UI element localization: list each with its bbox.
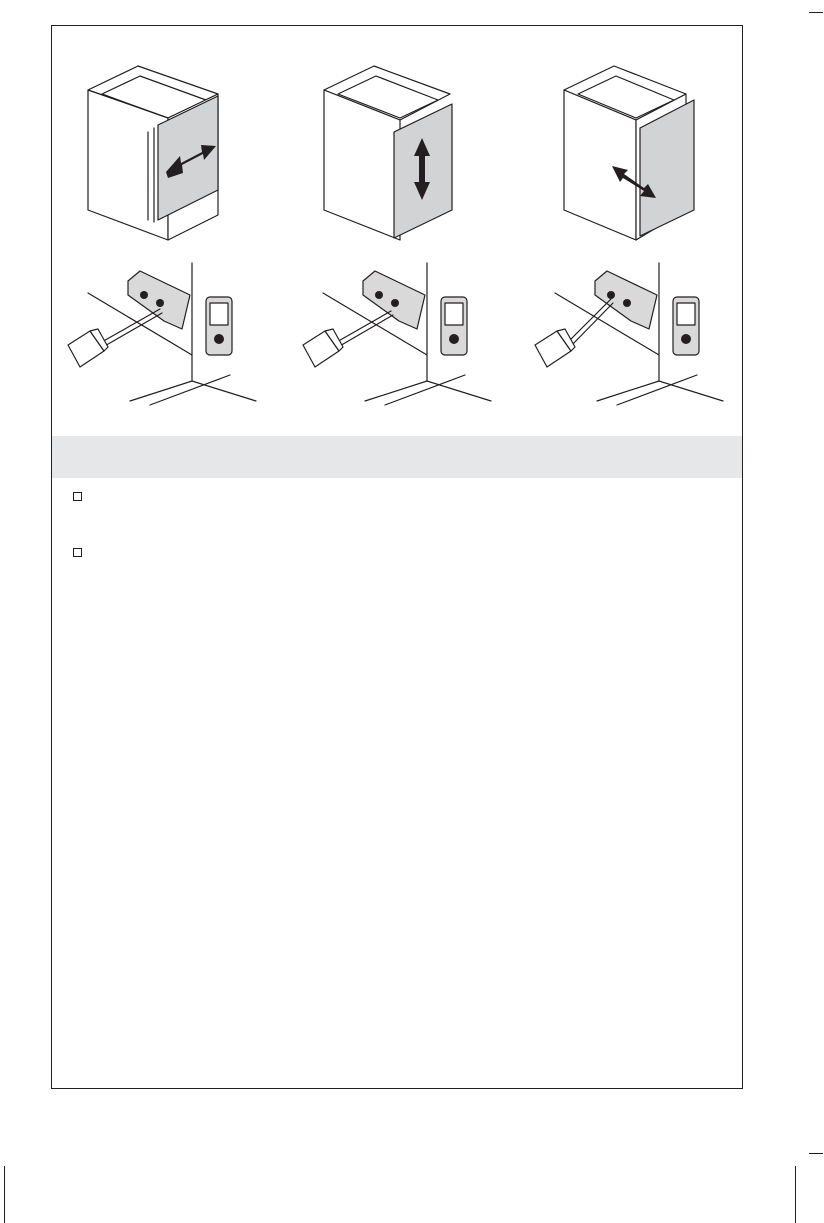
checkbox[interactable] <box>73 548 82 557</box>
crop-mark-bottom-left-vertical <box>4 1166 5 1223</box>
checklist <box>73 490 92 602</box>
cabinet-illustration-left-right-adjustment <box>80 60 230 250</box>
hinge-screwdriver-illustration-2 <box>295 255 505 415</box>
crop-mark-bottom-right-vertical <box>795 1166 796 1223</box>
hinge-screwdriver-illustration-1 <box>60 255 270 415</box>
crop-mark-bottom-right <box>809 1153 823 1154</box>
hinge-screwdriver-illustration-3 <box>527 255 737 415</box>
cabinet-illustration-up-down-adjustment <box>320 60 470 250</box>
section-header-band <box>52 436 742 478</box>
checkbox[interactable] <box>73 492 82 501</box>
checklist-item <box>73 490 92 518</box>
cabinet-illustration-depth-adjustment <box>560 60 710 250</box>
crop-mark-top-right <box>809 12 823 13</box>
checklist-item <box>73 546 92 574</box>
